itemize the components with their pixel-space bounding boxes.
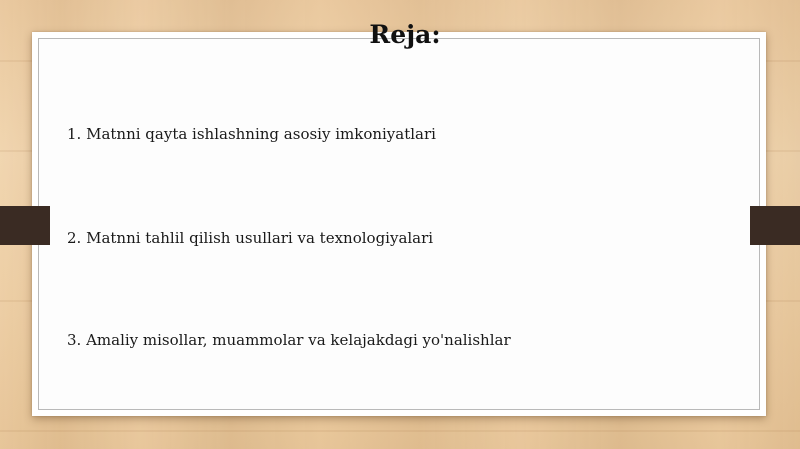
- agenda-item-3: 3. Amaliy misollar, muammolar va kelajakdagi yo'nalishlar: [67, 331, 511, 349]
- agenda-item-1: 1. Matnni qayta ishlashning asosiy imkoniyatlari: [67, 125, 436, 143]
- slide-inner-border: [38, 38, 760, 410]
- slide-title: Reja:: [369, 20, 441, 49]
- right-side-tab: [750, 206, 800, 245]
- slide-paper: [32, 32, 766, 416]
- agenda-item-2: 2. Matnni tahlil qilish usullari va texnologiyalari: [67, 229, 434, 247]
- left-side-tab: [0, 206, 50, 245]
- wood-grain: [0, 430, 800, 432]
